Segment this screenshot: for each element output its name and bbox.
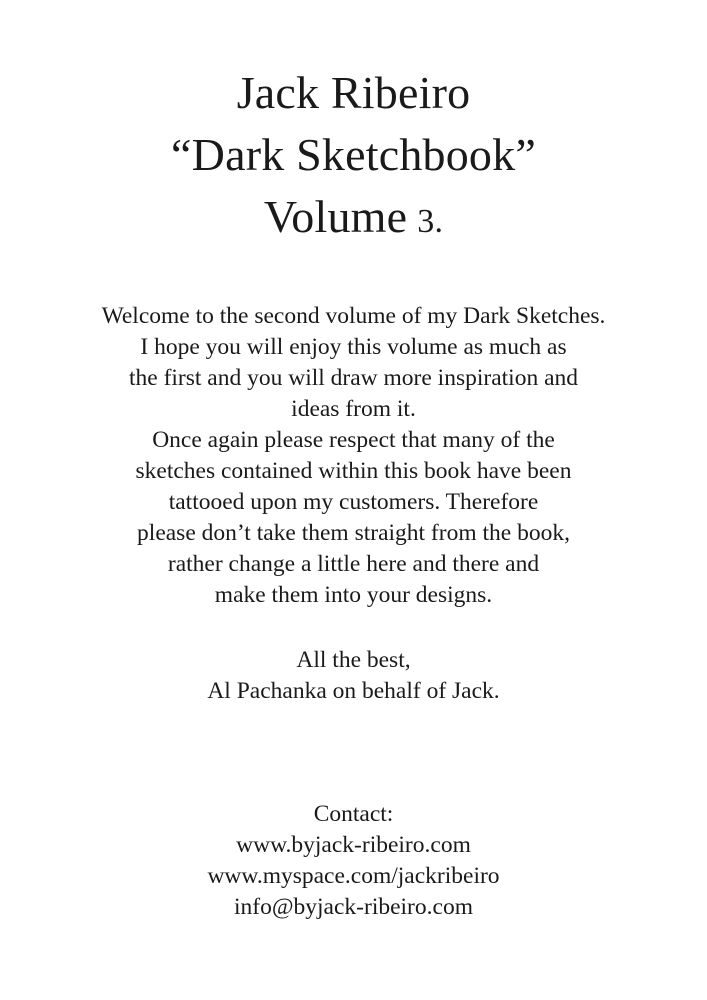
intro-line: Once again please respect that many of the — [152, 427, 555, 453]
volume-word: Volume — [263, 191, 408, 242]
contact-myspace-link[interactable]: www.myspace.com/jackribeiro — [207, 863, 500, 889]
signoff-signature: Al Pachanka on behalf of Jack. — [207, 678, 500, 704]
intro-line: rather change a little here and there and — [167, 551, 540, 577]
volume-line — [0, 186, 707, 253]
intro-paragraph — [0, 301, 707, 611]
contact-block — [0, 799, 707, 923]
signoff-greeting: All the best, — [296, 647, 411, 673]
contact-label: Contact: — [313, 801, 394, 827]
intro-line: tattooed upon my customers. Therefore — [168, 489, 539, 515]
intro-line: Welcome to the second volume of my Dark Sketches. — [101, 303, 606, 329]
contact-email-link[interactable]: info@byjack-ribeiro.com — [234, 894, 473, 920]
intro-line: make them into your designs. — [214, 582, 493, 608]
intro-line: sketches contained within this book have been — [135, 458, 572, 484]
intro-line: I hope you will enjoy this volume as much as — [140, 334, 567, 360]
intro-line: ideas from it. — [291, 396, 416, 422]
signoff-block — [0, 645, 707, 707]
volume-number: 3. — [417, 203, 444, 240]
intro-line: please don’t take them straight from the book, — [137, 520, 570, 546]
book-title: “Dark Sketchbook” — [171, 129, 536, 180]
contact-website-link[interactable]: www.byjack-ribeiro.com — [236, 832, 471, 858]
intro-line: the first and you will draw more inspiration and — [128, 365, 578, 391]
author-name: Jack Ribeiro — [236, 67, 471, 118]
title-block — [0, 62, 707, 253]
